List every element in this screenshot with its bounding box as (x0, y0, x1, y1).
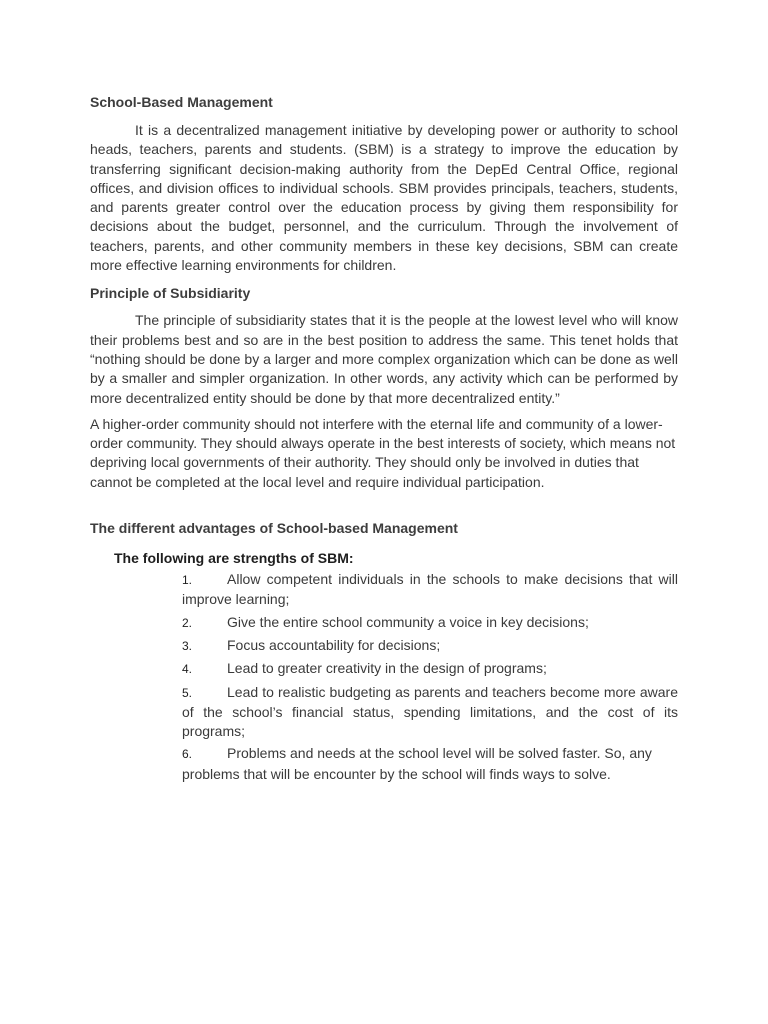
strengths-list (182, 570, 678, 784)
paragraph-higher-order-community: A higher-order community should not interfere with the eternal life and community of a lower-order community. They should always operate in the best interests of society, which means not depriving local governments of their authority. They should only be involved in duties that cannot be completed at the local level and require individual participation. (90, 415, 676, 490)
list-item-number: 1. (182, 573, 193, 588)
heading-advantages-of-sbm: The different advantages of School-based Management (90, 520, 458, 537)
list-item (182, 570, 678, 610)
list-item (182, 659, 678, 679)
list-item (182, 683, 678, 742)
list-item-text: Focus accountability for decisions; (227, 636, 441, 653)
list-item-text: Lead to realistic budgeting as parents and teachers become more aware of the school’s financial status, spending limitations, and the cost of its programs; (182, 683, 678, 740)
strengths-title: The following are strengths of SBM: (114, 550, 354, 567)
list-item (182, 613, 678, 633)
heading-principle-of-subsidiarity: Principle of Subsidiarity (90, 285, 251, 302)
paragraph-subsidiarity-definition: The principle of subsidiarity states that it is the people at the lowest level who will know their problems best and so are in the best position to address the same. This tenet holds that “nothing should be done by a larger and more complex organization which can be done as well by a smaller and simpler organization. In other words, any activity which can be performed by more decentralized entity should be done by that more decentralized entity.” (90, 312, 678, 406)
paragraph-sbm-definition: It is a decentralized management initiative by developing power or authority to school heads, teachers, parents and students. (SBM) is a strategy to improve the education by transferring significant decision-making authority from the DepEd Central Office, regional offices, and division offices to individual schools. SBM provides principals, teachers, students, and parents greater control over the education process by giving them responsibility for decisions about the budget, personnel, and the curriculum. Through the involvement of teachers, parents, and other community members in these key decisions, SBM can create more effective learning environments for children. (90, 122, 678, 274)
list-item (182, 744, 678, 784)
list-item-text: Allow competent individuals in the schools to make decisions that will improve learning; (182, 571, 678, 608)
list-item-number: 6. (182, 747, 193, 762)
list-item-text: Lead to greater creativity in the design of programs; (227, 660, 547, 677)
list-item (182, 636, 678, 656)
list-item-text: Give the entire school community a voice in key decisions; (227, 613, 589, 630)
heading-school-based-management: School-Based Management (90, 94, 273, 110)
list-item-text: Problems and needs at the school level will be solved faster. So, any problems that will be encounter by the school will finds ways to solve. (182, 745, 652, 782)
list-item-number: 2. (182, 615, 193, 630)
list-item-number: 3. (182, 638, 193, 653)
list-item-number: 5. (182, 685, 193, 700)
list-item-number: 4. (182, 662, 193, 677)
